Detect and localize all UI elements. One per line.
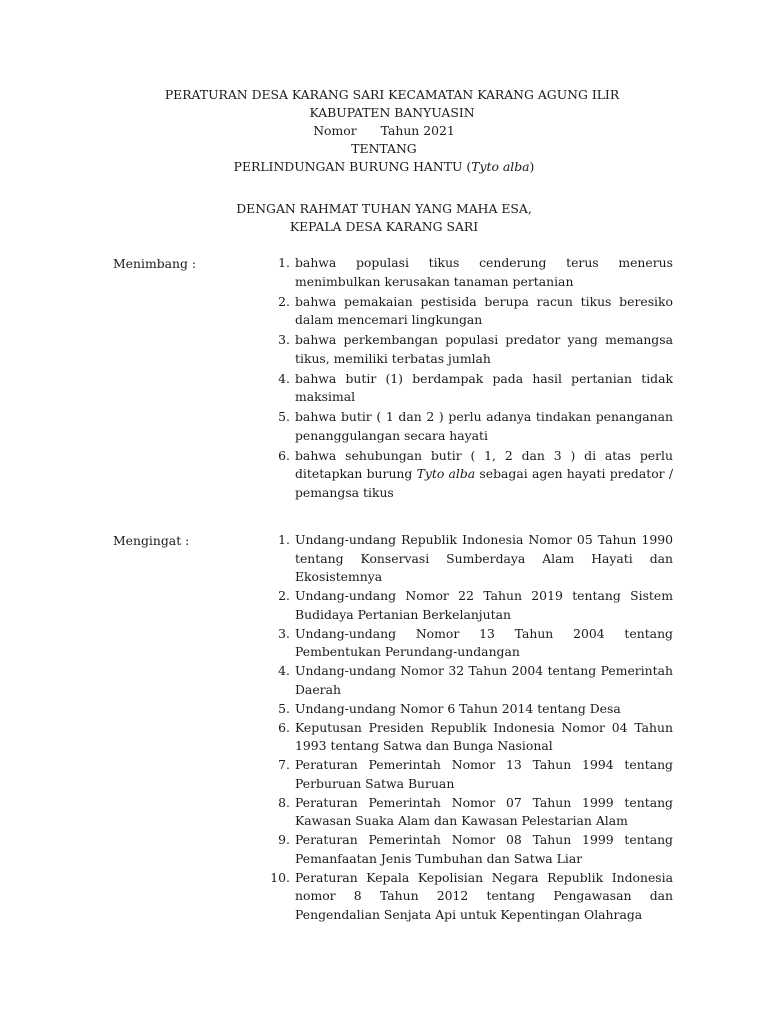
list-item: 1. Undang-undang Republik Indonesia Nomor 05 Tahun 1990 tentang Konservasi Sumberdaya Alam Hayati dan Ekosistemnya	[278, 532, 673, 584]
list-item: 7. Peraturan Pemerintah Nomor 13 Tahun 1994 tentang Perburuan Satwa Buruan	[278, 757, 673, 791]
list-item: 4. Undang-undang Nomor 32 Tahun 2004 tentang Pemerintah Daerah	[278, 663, 673, 697]
list-item: 5. Undang-undang Nomor 6 Tahun 2014 tentang Desa	[278, 700, 621, 716]
mengingat-list	[265, 531, 673, 925]
list-item: 2. Undang-undang Nomor 22 Tahun 2019 tentang Sistem Budidaya Pertanian Berkelanjutan	[278, 588, 673, 622]
title-line-tentang: TENTANG	[351, 141, 417, 156]
title-line-number	[0, 122, 768, 140]
species-name: Tyto alba	[471, 159, 530, 174]
mengingat-label: Mengingat :	[113, 533, 190, 548]
list-item: 10. Peraturan Kepala Kepolisian Negara Republik Indonesia nomor 8 Tahun 2012 tentang Pengawasan dan Pengendalian Senjata Api untuk Kepentingan Olahraga	[270, 869, 673, 922]
list-item: 5. bahwa butir ( 1 dan 2 ) perlu adanya tindakan penanganan penanggulangan secara hayati	[278, 409, 673, 443]
title-line-subject: PERLINDUNGAN BURUNG HANTU (Tyto alba)	[233, 159, 535, 174]
year-label: Tahun 2021	[380, 123, 455, 138]
preamble-line-1: DENGAN RAHMAT TUHAN YANG MAHA ESA,	[236, 201, 532, 216]
list-item: 3. Undang-undang Nomor 13 Tahun 2004 tentang Pembentukan Perundang-undangan	[278, 625, 673, 659]
regulation-title	[0, 86, 768, 176]
list-item: 1. bahwa populasi tikus cenderung terus menerus menimbulkan kerusakan tanaman pertanian	[278, 255, 673, 289]
title-line-1: PERATURAN DESA KARANG SARI KECAMATAN KARANG AGUNG ILIR	[164, 87, 620, 102]
list-item: 3. bahwa perkembangan populasi predator yang memangsa tikus, memiliki terbatas jumlah	[278, 332, 673, 366]
list-item: 6. bahwa sehubungan butir ( 1, 2 dan 3 ) di atas perlu ditetapkan burung Tyto alba sebagai agen hayati predator / pemangsa tikus	[278, 447, 674, 500]
title-line-2: KABUPATEN BANYUASIN	[309, 105, 475, 120]
menimbang-list	[265, 254, 673, 504]
number-label: Nomor	[313, 123, 357, 138]
menimbang-label: Menimbang :	[113, 256, 197, 271]
list-item: 9. Peraturan Pemerintah Nomor 08 Tahun 1999 tentang Pemanfaatan Jenis Tumbuhan dan Satwa Liar	[278, 832, 673, 866]
list-item: 8. Peraturan Pemerintah Nomor 07 Tahun 1999 tentang Kawasan Suaka Alam dan Kawasan Pelestarian Alam	[278, 794, 673, 828]
species-name: Tyto alba	[416, 466, 476, 481]
list-item: 2. bahwa pemakaian pestisida berupa racun tikus beresiko dalam mencemari lingkungan	[278, 293, 673, 327]
list-item: 6. Keputusan Presiden Republik Indonesia Nomor 04 Tahun 1993 tentang Satwa dan Bunga Nasional	[278, 719, 673, 753]
list-item: 4. bahwa butir (1) berdampak pada hasil pertanian tidak maksimal	[278, 370, 673, 404]
preamble-line-2: KEPALA DESA KARANG SARI	[289, 219, 479, 234]
preamble	[0, 200, 768, 236]
